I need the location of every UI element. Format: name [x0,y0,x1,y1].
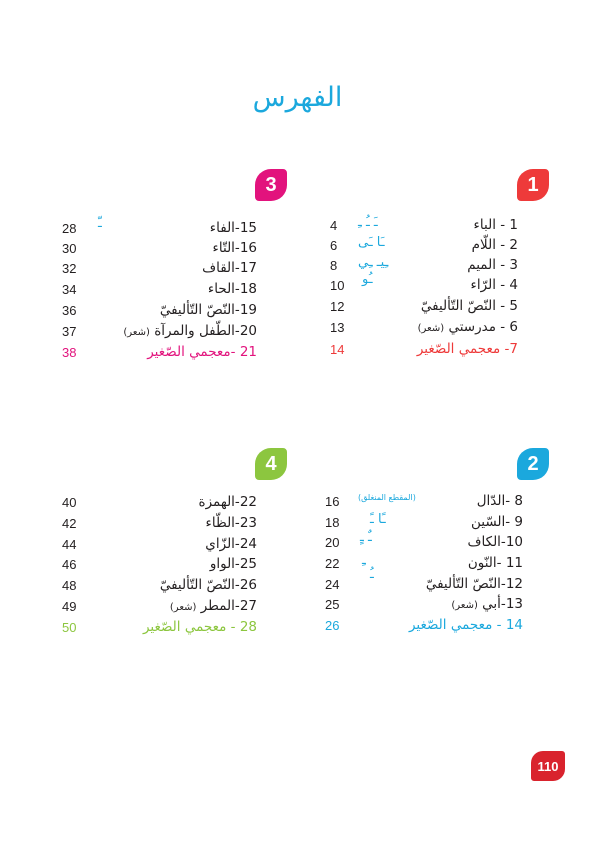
toc-note: (شعر) [451,600,478,611]
toc-label: 16-التّاء [212,240,257,256]
toc-label: 3 - الميم [467,257,518,273]
toc-label: 22-الهمزة [198,494,257,510]
toc-label: 4 - الرّاء [470,277,518,293]
toc-entry[interactable] [325,512,523,532]
toc-entry[interactable] [62,238,257,258]
toc-label: 14 - معجمي الصّغير [408,617,523,633]
toc-label: 23-الظّاء [205,515,257,531]
toc-page: 8 [330,257,338,273]
toc-page: 14 [330,341,345,357]
unit-3-badge: 3 [255,169,287,201]
toc-entry[interactable] [325,615,523,635]
toc-label: 15-الفاء [209,220,257,236]
page-number-badge: 110 [531,751,565,781]
toc-label-group [123,323,257,339]
unit-4-badge: 4 [255,448,287,480]
toc-label: 19-النّصّ التّأليفيّ [159,302,257,318]
toc-label: 1 - الباء [473,217,518,233]
toc-label: 17-القاف [202,260,257,276]
toc-page: 28 [62,220,77,236]
toc-page: 34 [62,281,77,297]
toc-page: 6 [330,237,338,253]
toc-label: 2 - اللّام [471,237,518,253]
toc-label: 27-المطر [200,598,257,614]
toc-entry[interactable] [325,491,523,511]
toc-label: 10-الكاف [467,534,523,550]
vowel-marks: ـُو [362,272,373,287]
toc-entry[interactable] [330,339,518,359]
toc-entry[interactable] [62,513,257,533]
toc-note: (شعر) [123,327,150,338]
toc-note: (شعر) [417,323,445,334]
toc-entry[interactable] [330,317,518,337]
toc-entry[interactable] [330,296,518,316]
toc-page: 42 [62,515,77,531]
toc-entry[interactable] [62,321,257,341]
toc-label: 9 -السّين [470,514,523,530]
shadda-mark: ـّ [98,216,102,231]
toc-label: 20-الطّفل والمرآة [154,323,257,339]
toc-entry[interactable] [62,218,257,238]
vowel-marks: ـًا ـً [370,512,386,527]
toc-entry[interactable] [62,617,257,637]
toc-entry[interactable] [62,342,257,362]
toc-label: 7- معجمي الصّغير [416,341,518,357]
toc-label: 26-النّصّ التّأليفيّ [159,577,257,593]
toc-note: (المقطع المنغلق) [358,493,416,502]
toc-page: 49 [62,598,77,614]
toc-page: 22 [325,555,340,571]
toc-page: 10 [330,277,345,293]
toc-label: 5 - النّصّ التّأليفيّ [420,298,518,314]
toc-entry[interactable] [325,574,523,594]
page-title: الفهرس [252,82,343,113]
toc-page: 46 [62,556,77,572]
toc-label: 25-الواو [209,556,257,572]
vowel-marks: ـُ [370,567,374,582]
toc-label: 13-أبي [482,596,523,612]
toc-entry[interactable] [62,300,257,320]
toc-page: 20 [325,534,340,550]
toc-page: 4 [330,217,338,233]
toc-entry[interactable] [62,575,257,595]
toc-label-group [451,596,523,612]
toc-label: 18-الحاء [207,281,257,297]
vowel-marks: ـَا ـَى [358,235,385,250]
toc-page: 50 [62,619,77,635]
toc-page: 38 [62,344,77,360]
toc-page: 18 [325,514,340,530]
toc-page: 13 [330,319,345,335]
toc-entry[interactable] [62,492,257,512]
toc-label: 8 -الدّال [476,493,523,509]
toc-page: 12 [330,298,345,314]
toc-entry[interactable] [62,596,257,616]
toc-page: 24 [325,576,340,592]
toc-label: 6 - مدرستي [448,319,518,335]
vowel-marks: ـٌ ـٍ [360,530,372,545]
toc-page: 40 [62,494,77,510]
toc-entry[interactable] [325,594,523,614]
toc-label: 24-الزّاي [205,536,257,552]
toc-label-group [418,319,518,335]
vowel-marks: ـَ ـُ ـِ [358,215,378,230]
toc-page: 36 [62,302,77,318]
toc-page: 30 [62,240,77,256]
toc-entry[interactable] [325,532,523,552]
toc-page: 25 [325,596,340,612]
vowel-marks: ـِيـ ـِي [358,255,389,270]
toc-page: 48 [62,577,77,593]
vowel-marks: ـِ [362,553,366,568]
toc-label: 12-النّصّ التّأليفيّ [425,576,523,592]
toc-entry[interactable] [62,554,257,574]
toc-entry[interactable] [62,258,257,278]
unit-2-badge: 2 [517,448,549,480]
toc-label: 11 -النّون [467,555,523,571]
toc-entry[interactable] [325,553,523,573]
unit-1-badge: 1 [517,169,549,201]
toc-page: 32 [62,260,77,276]
toc-page: 44 [62,536,77,552]
toc-page: 26 [325,617,340,633]
toc-note: (شعر) [169,602,197,613]
toc-entry[interactable] [62,534,257,554]
toc-label-group [170,598,257,614]
toc-page: 16 [325,493,340,509]
toc-entry[interactable] [62,279,257,299]
toc-label: 21 -معجمي الصّغير [147,344,257,360]
toc-page: 37 [62,323,77,339]
toc-label: 28 - معجمي الصّغير [142,619,257,635]
toc-entry[interactable] [330,275,518,295]
